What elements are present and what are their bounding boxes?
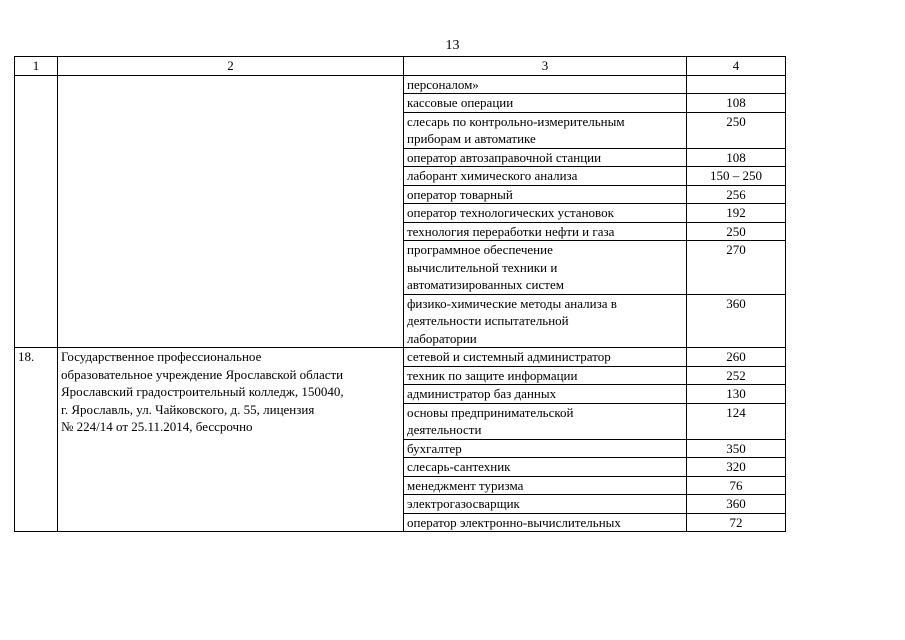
- organization-cell: Государственное профессиональное образовательное учреждение Ярославской области Ярославский градостроительный колледж, 150040, г. Ярославль, ул. Чайковского, д. 55, лицензия № 224/14 от 25.11.2014, бессрочно: [58, 348, 404, 532]
- program-cell: бухгалтер: [404, 439, 687, 458]
- page-number: 13: [445, 38, 460, 53]
- program-cell: оператор электронно-вычислительных: [404, 513, 687, 532]
- row-number: [15, 75, 58, 348]
- hours-cell: 360: [687, 495, 786, 514]
- program-cell: оператор товарный: [404, 185, 687, 204]
- program-cell: администратор баз данных: [404, 385, 687, 404]
- program-cell: лаборант химического анализа: [404, 167, 687, 186]
- table-row: [15, 348, 786, 367]
- programs-table: [14, 56, 786, 532]
- hours-cell: 250: [687, 222, 786, 241]
- program-cell: кассовые операции: [404, 94, 687, 113]
- hours-cell: 350: [687, 439, 786, 458]
- row-number: 18.: [15, 348, 58, 532]
- hours-cell: 150 – 250: [687, 167, 786, 186]
- column-header: 1: [15, 57, 58, 76]
- program-cell: слесарь по контрольно-измерительным приборам и автоматике: [404, 112, 687, 148]
- header-row: [15, 57, 786, 76]
- hours-cell: 320: [687, 458, 786, 477]
- hours-cell: 124: [687, 403, 786, 439]
- hours-cell: 250: [687, 112, 786, 148]
- organization-cell: [58, 75, 404, 348]
- hours-cell: 192: [687, 204, 786, 223]
- program-cell: физико-химические методы анализа в деятельности испытательной лаборатории: [404, 294, 687, 348]
- program-cell: сетевой и системный администратор: [404, 348, 687, 367]
- program-cell: слесарь-сантехник: [404, 458, 687, 477]
- program-cell: технология переработки нефти и газа: [404, 222, 687, 241]
- hours-cell: 360: [687, 294, 786, 348]
- hours-cell: 108: [687, 148, 786, 167]
- hours-cell: 76: [687, 476, 786, 495]
- program-cell: персоналом»: [404, 75, 687, 94]
- column-header: 2: [58, 57, 404, 76]
- program-cell: электрогазосварщик: [404, 495, 687, 514]
- program-cell: менеджмент туризма: [404, 476, 687, 495]
- program-cell: программное обеспечение вычислительной техники и автоматизированных систем: [404, 241, 687, 295]
- program-cell: основы предпринимательской деятельности: [404, 403, 687, 439]
- hours-cell: 108: [687, 94, 786, 113]
- program-cell: оператор технологических установок: [404, 204, 687, 223]
- hours-cell: 72: [687, 513, 786, 532]
- hours-cell: 260: [687, 348, 786, 367]
- hours-cell: [687, 75, 786, 94]
- column-header: 3: [404, 57, 687, 76]
- program-cell: оператор автозаправочной станции: [404, 148, 687, 167]
- table-row: [15, 75, 786, 94]
- hours-cell: 270: [687, 241, 786, 295]
- program-cell: техник по защите информации: [404, 366, 687, 385]
- hours-cell: 252: [687, 366, 786, 385]
- hours-cell: 130: [687, 385, 786, 404]
- hours-cell: 256: [687, 185, 786, 204]
- column-header: 4: [687, 57, 786, 76]
